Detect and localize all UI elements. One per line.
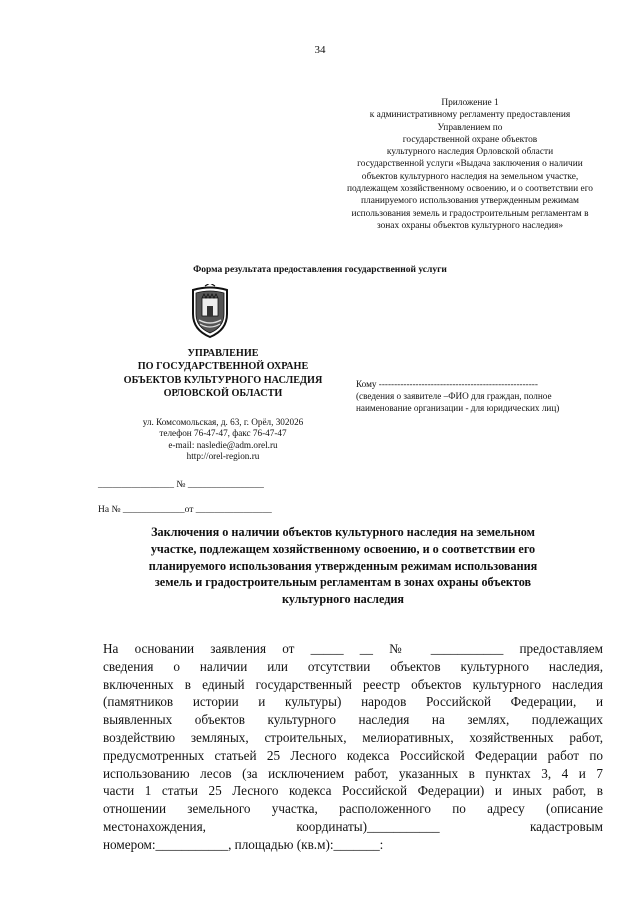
- appendix-block: [305, 97, 635, 232]
- title-line: культурного наследия: [281, 592, 405, 607]
- coat-of-arms-icon: [185, 284, 235, 340]
- organization-line: УПРАВЛЕНИЕ: [187, 348, 259, 359]
- appendix-line: Приложение 1: [441, 98, 499, 108]
- body-line: включенных в единый государственный реестр объектов культурного наследия: [103, 676, 603, 692]
- form-heading: Форма результата предоставления государственной услуги: [193, 265, 447, 275]
- outgoing-number-line: ________________ № ________________: [98, 480, 264, 490]
- body-line: номером:___________, площадью (кв.м):_______:: [103, 836, 384, 852]
- addressee-block: [356, 378, 626, 414]
- addressee-note: наименование организации - для юридических лиц): [356, 403, 560, 413]
- appendix-line: объектов культурного наследия на земельном участке,: [361, 171, 579, 182]
- title-line: планируемого использования утвержденным режимам использования: [148, 558, 538, 573]
- incoming-number-line: На № _____________от ________________: [98, 505, 272, 515]
- appendix-line: зонах охраны объектов культурного наследия»: [376, 220, 564, 231]
- body-paragraph: [103, 640, 603, 854]
- phone-line: телефон 76-47-47, факс 76-47-47: [159, 428, 287, 439]
- title-line: земель и градостроительным регламентам в зонах охраны объектов: [154, 575, 532, 590]
- body-line: местонахождения, координаты)___________ кадастровым: [103, 818, 603, 834]
- appendix-line: государственной услуги «Выдача заключения о наличии: [357, 159, 583, 170]
- body-line: использованию лесов (за исключением работ, указанных в пунктах 3, 4 и 7: [103, 765, 603, 781]
- addressee-note: (сведения о заявителе –ФИО для граждан, полное: [356, 391, 552, 401]
- body-line: отношении земельного участка, расположенного по адресу (описание: [103, 801, 603, 817]
- appendix-line: Управлением по: [437, 122, 503, 133]
- body-line: части 1 статьи 25 Лесного кодекса Российской Федерации) и иных работ, в: [103, 783, 603, 799]
- organization-contacts: [88, 417, 358, 462]
- body-line: сведения о наличии или отсутствии объектов культурного наследия,: [103, 658, 603, 674]
- title-line: участке, подлежащем хозяйственному освоению, и о соответствии его: [150, 541, 536, 556]
- appendix-line: планируемого использования утвержденным режимам: [361, 196, 579, 207]
- website-link[interactable]: http://orel-region.ru: [186, 450, 260, 461]
- body-line: На основании заявления от _____ __ № ___________ предоставляем: [103, 641, 603, 656]
- organization-name: [88, 347, 358, 401]
- document-title: [108, 524, 578, 608]
- body-line: предусмотренных статьей 25 Лесного кодекса Российской Федерации работ по: [103, 747, 603, 763]
- body-line: (памятников истории и культуры) народов Российской Федерации, и: [103, 694, 603, 710]
- page-number: 34: [314, 44, 326, 56]
- organization-line: ПО ГОСУДАРСТВЕННОЙ ОХРАНЕ: [137, 361, 309, 373]
- addressee-to-line: Кому ----------------------------------------------------: [356, 379, 538, 389]
- appendix-line: культурного наследия Орловской области: [386, 147, 554, 158]
- title-line: Заключения о наличии объектов культурного наследия на земельном: [151, 525, 535, 539]
- appendix-line: государственной охране объектов: [402, 134, 538, 145]
- email-link[interactable]: e-mail: nasledie@adm.orel.ru: [168, 439, 278, 450]
- body-line: воздействию земляных, строительных, мелиоративных, хозяйственных работ,: [103, 729, 603, 745]
- organization-line: ОРЛОВСКОЙ ОБЛАСТИ: [163, 388, 283, 400]
- address-line: ул. Комсомольская, д. 63, г. Орёл, 302026: [142, 417, 304, 427]
- appendix-line: подлежащем хозяйственному освоению, и о соответствии его: [347, 184, 593, 195]
- body-line: выявленных объектов культурного наследия на землях, подлежащих: [103, 712, 603, 728]
- organization-line: ОБЪЕКТОВ КУЛЬТУРНОГО НАСЛЕДИЯ: [123, 374, 323, 386]
- appendix-line: использования земель и градостроительным регламентам в: [351, 208, 589, 219]
- appendix-line: к административному регламенту предоставления: [369, 110, 571, 121]
